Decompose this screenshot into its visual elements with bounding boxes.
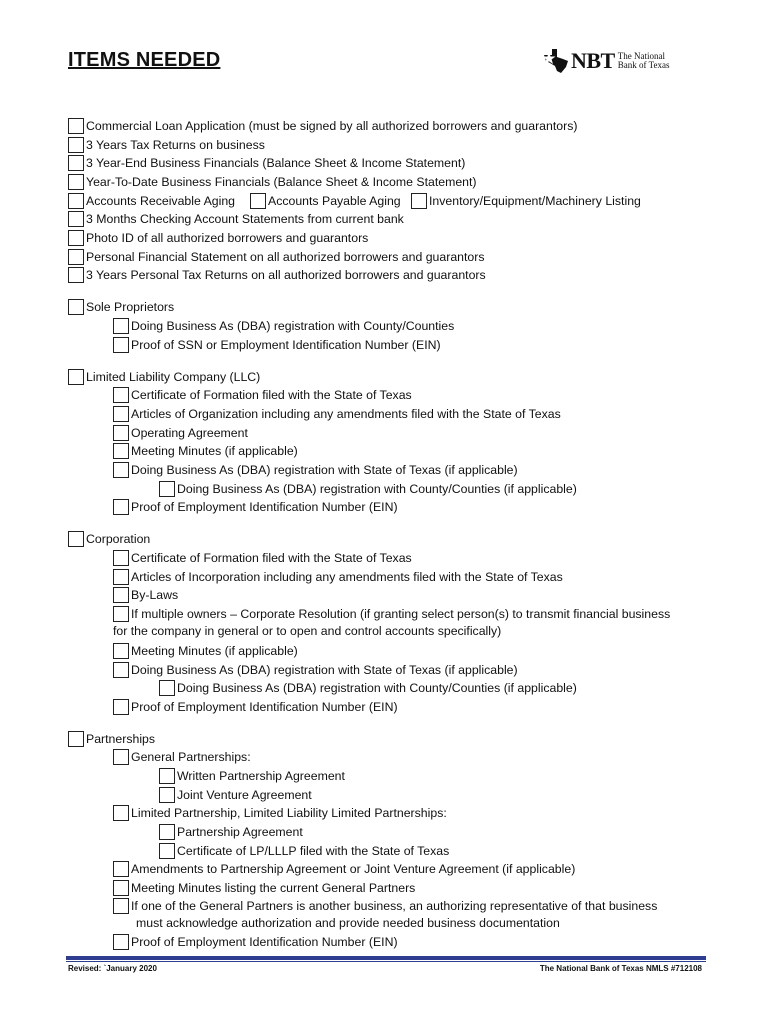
item-label: Doing Business As (DBA) registration with State of Texas (if applicable)	[131, 662, 518, 677]
item-label: Operating Agreement	[131, 425, 248, 440]
footer-rule-thin	[66, 961, 706, 962]
list-item[interactable]	[113, 859, 575, 878]
list-item[interactable]	[68, 153, 465, 172]
item-label: Photo ID of all authorized borrowers and guarantors	[86, 230, 369, 245]
section-llc[interactable]	[68, 367, 260, 386]
list-item[interactable]	[68, 191, 235, 210]
item-label: Accounts Receivable Aging	[86, 193, 236, 208]
item-label: Proof of Employment Identification Number (EIN)	[131, 699, 398, 714]
list-item[interactable]	[68, 116, 577, 135]
section-heading: Partnerships	[86, 731, 156, 746]
list-item[interactable]	[113, 316, 454, 335]
item-label-continuation: must acknowledge authorization and provide needed business documentation	[136, 916, 560, 930]
section-sole-proprietors[interactable]	[68, 297, 174, 316]
item-label: 3 Months Checking Account Statements from current bank	[86, 211, 404, 226]
item-label: If one of the General Partners is another business, an authorizing representative of that business	[131, 898, 658, 913]
checkbox[interactable]	[113, 318, 129, 334]
item-label: Meeting Minutes listing the current General Partners	[131, 880, 416, 895]
item-label: 3 Year-End Business Financials (Balance Sheet & Income Statement)	[86, 155, 466, 170]
checkbox[interactable]	[68, 369, 84, 385]
item-label: Doing Business As (DBA) registration with County/Counties (if applicable)	[177, 481, 577, 496]
logo-sub-line1: The National	[617, 51, 665, 61]
checkbox[interactable]	[113, 337, 129, 353]
logo-sub-line2: Bank of Texas	[617, 60, 670, 70]
section-partnerships[interactable]	[68, 729, 155, 748]
item-label: Inventory/Equipment/Machinery Listing	[429, 193, 641, 208]
checkbox[interactable]	[68, 118, 84, 134]
page-title: ITEMS NEEDED	[68, 49, 221, 71]
item-label: General Partnerships:	[131, 749, 251, 764]
list-item[interactable]	[68, 135, 265, 154]
texas-star-icon	[540, 47, 570, 75]
item-label: Doing Business As (DBA) registration with County/Counties (if applicable)	[177, 680, 577, 695]
item-label: 3 Years Tax Returns on business	[86, 137, 265, 152]
item-label: Doing Business As (DBA) registration with State of Texas (if applicable)	[131, 462, 518, 477]
section-corporation[interactable]	[68, 529, 150, 548]
list-item[interactable]	[113, 441, 298, 460]
checkbox[interactable]	[113, 699, 129, 715]
footer-rule	[66, 956, 706, 960]
checkbox[interactable]	[113, 606, 129, 622]
checkbox[interactable]	[113, 443, 129, 459]
list-item[interactable]	[113, 878, 415, 897]
item-label: 3 Years Personal Tax Returns on all authorized borrowers and guarantors	[86, 267, 486, 282]
list-item[interactable]	[68, 172, 477, 191]
checkbox[interactable]	[68, 155, 84, 171]
item-label: By-Laws	[131, 587, 179, 602]
item-label: Articles of Incorporation including any amendments filed with the State of Texas	[131, 569, 563, 584]
checkbox[interactable]	[113, 569, 129, 585]
list-item[interactable]	[113, 567, 563, 586]
item-label: Limited Partnership, Limited Liability Limited Partnerships:	[131, 805, 447, 820]
checkbox[interactable]	[113, 499, 129, 515]
item-label: Certificate of Formation filed with the State of Texas	[131, 550, 412, 565]
list-item[interactable]	[113, 932, 398, 951]
checkbox[interactable]	[113, 550, 129, 566]
list-item[interactable]	[68, 265, 486, 284]
list-item[interactable]	[159, 678, 577, 697]
checkbox[interactable]	[159, 787, 175, 803]
checkbox[interactable]	[68, 731, 84, 747]
checkbox[interactable]	[159, 843, 175, 859]
item-label: Year-To-Date Business Financials (Balance Sheet & Income Statement)	[86, 174, 477, 189]
checkbox[interactable]	[113, 425, 129, 441]
footer-nmls: The National Bank of Texas NMLS #712108	[539, 964, 702, 973]
checkbox[interactable]	[159, 824, 175, 840]
item-label: Amendments to Partnership Agreement or Joint Venture Agreement (if applicable)	[131, 861, 576, 876]
checkbox[interactable]	[159, 768, 175, 784]
checkbox[interactable]	[113, 587, 129, 603]
section-heading: Limited Liability Company (LLC)	[86, 369, 261, 384]
checkbox[interactable]	[68, 211, 84, 227]
list-item[interactable]	[68, 209, 404, 228]
list-item[interactable]	[113, 660, 518, 679]
checkbox[interactable]	[68, 137, 84, 153]
list-item[interactable]	[113, 460, 518, 479]
list-item[interactable]	[113, 641, 298, 660]
list-item[interactable]	[113, 604, 670, 623]
checkbox[interactable]	[411, 193, 427, 209]
list-item[interactable]	[113, 385, 412, 404]
checkbox[interactable]	[68, 249, 84, 265]
checkbox[interactable]	[68, 230, 84, 246]
item-label: Personal Financial Statement on all authorized borrowers and guarantors	[86, 249, 485, 264]
item-label: Proof of Employment Identification Number (EIN)	[131, 934, 398, 949]
list-item[interactable]	[113, 585, 178, 604]
list-item[interactable]	[113, 335, 441, 354]
footer-revised: Revised: `January 2020	[68, 964, 157, 973]
list-item[interactable]	[113, 896, 657, 915]
list-item[interactable]	[159, 841, 449, 860]
item-label: Meeting Minutes (if applicable)	[131, 443, 298, 458]
list-item[interactable]	[159, 479, 577, 498]
item-label: Commercial Loan Application (must be signed by all authorized borrowers and guarantors)	[86, 118, 578, 133]
section-heading: Corporation	[86, 531, 151, 546]
item-label: Partnership Agreement	[177, 824, 303, 839]
item-label: Doing Business As (DBA) registration with County/Counties	[131, 318, 455, 333]
checkbox[interactable]	[113, 861, 129, 877]
checkbox[interactable]	[68, 267, 84, 283]
checkbox[interactable]	[113, 880, 129, 896]
item-label: Written Partnership Agreement	[177, 768, 345, 783]
checkbox[interactable]	[250, 193, 266, 209]
item-label: Certificate of Formation filed with the State of Texas	[131, 387, 412, 402]
list-item[interactable]	[159, 766, 345, 785]
checkbox[interactable]	[113, 662, 129, 678]
checkbox[interactable]	[68, 299, 84, 315]
item-label: Articles of Organization including any amendments filed with the State of Texas	[131, 406, 561, 421]
item-label-continuation: for the company in general or to open and control accounts specifically)	[113, 624, 502, 638]
checkbox[interactable]	[113, 406, 129, 422]
item-label: Proof of SSN or Employment Identification Number (EIN)	[131, 337, 441, 352]
list-item[interactable]	[113, 497, 398, 516]
list-item[interactable]	[68, 247, 485, 266]
checkbox[interactable]	[68, 193, 84, 209]
list-item[interactable]	[68, 228, 368, 247]
checkbox[interactable]	[159, 680, 175, 696]
checkbox[interactable]	[68, 174, 84, 190]
checkbox[interactable]	[113, 805, 129, 821]
checkbox[interactable]	[113, 934, 129, 950]
item-label: Joint Venture Agreement	[177, 787, 312, 802]
item-label: If multiple owners – Corporate Resolution (if granting select person(s) to transmit financial business	[131, 606, 671, 621]
item-label: Certificate of LP/LLLP filed with the State of Texas	[177, 843, 450, 858]
list-item[interactable]	[113, 548, 412, 567]
item-label: Meeting Minutes (if applicable)	[131, 643, 298, 658]
list-item[interactable]	[411, 191, 641, 210]
list-item[interactable]	[113, 747, 251, 766]
checkbox[interactable]	[113, 387, 129, 403]
item-label: Proof of Employment Identification Number (EIN)	[131, 499, 398, 514]
checkbox[interactable]	[68, 531, 84, 547]
list-item[interactable]	[113, 423, 248, 442]
logo-subtext	[618, 52, 670, 70]
nbt-logo	[540, 46, 675, 76]
section-heading: Sole Proprietors	[86, 299, 175, 314]
list-item[interactable]	[113, 697, 398, 716]
list-item[interactable]	[159, 822, 303, 841]
checkbox[interactable]	[159, 481, 175, 497]
checkbox[interactable]	[113, 643, 129, 659]
checkbox[interactable]	[113, 898, 129, 914]
item-label: Accounts Payable Aging	[268, 193, 401, 208]
logo-mark: NBT	[571, 48, 615, 73]
list-item[interactable]	[113, 803, 447, 822]
checkbox[interactable]	[113, 462, 129, 478]
list-item[interactable]	[250, 191, 401, 210]
checkbox[interactable]	[113, 749, 129, 765]
list-item[interactable]	[159, 785, 312, 804]
list-item[interactable]	[113, 404, 561, 423]
